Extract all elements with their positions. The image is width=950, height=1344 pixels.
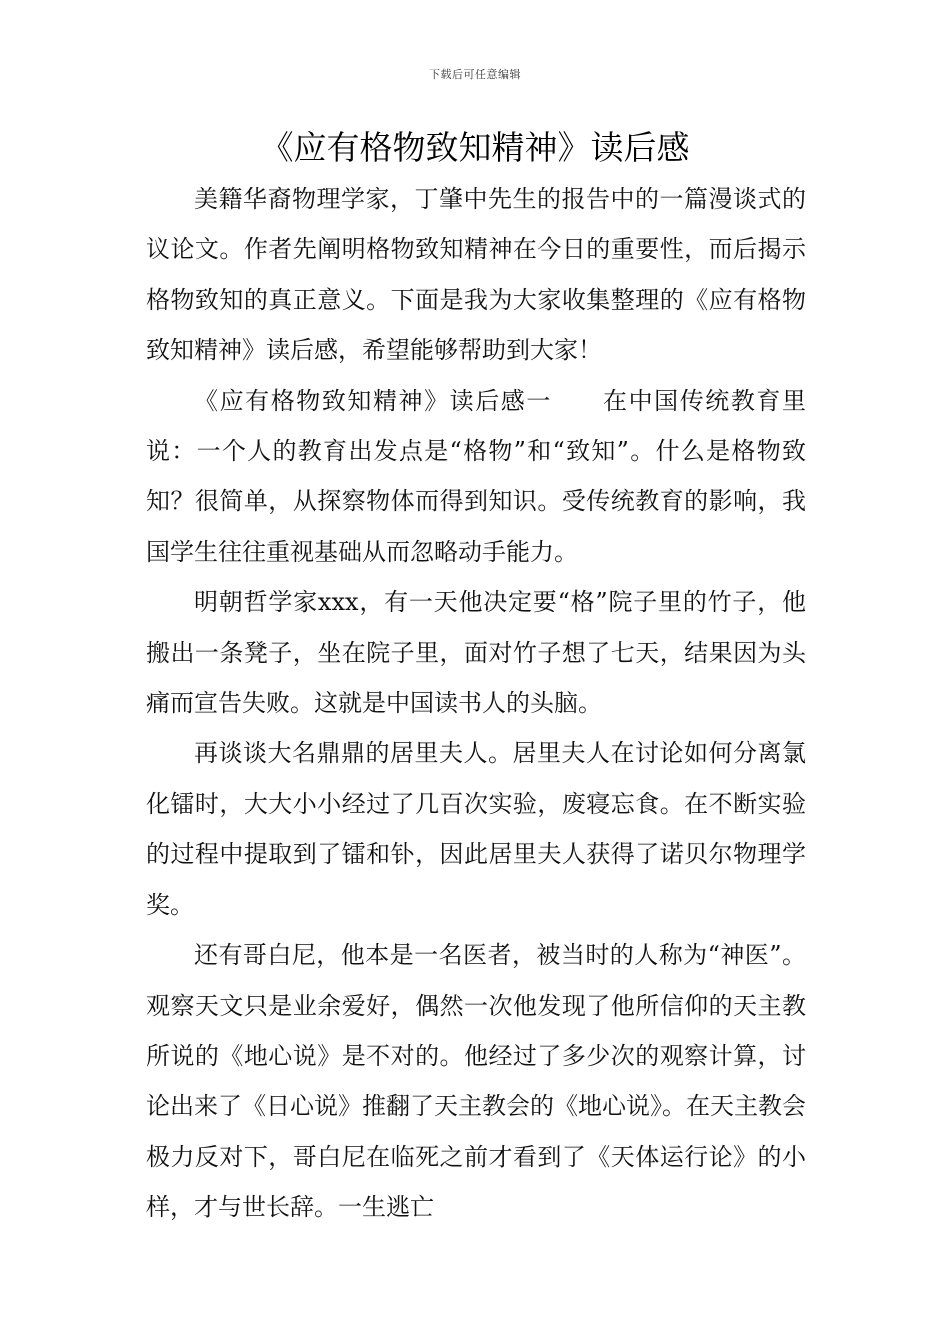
paragraph-reflection-one: 《应有格物致知精神》读后感一 在中国传统教育里说：一个人的教育出发点是“格物”和“致知”。什么是格物致知？很简单，从探察物体而得到知识。受传统教育的影响，我国学生往往重视基础从而忽略动手能力。: [146, 386, 806, 566]
header-note: 下载后可任意编辑: [429, 68, 521, 81]
paragraph-curie: 再谈谈大名鼎鼎的居里夫人。居里夫人在讨论如何分离氯化镭时，大大小小经过了几百次实验，废寝忘食。在不断实验的过程中提取到了镭和钋，因此居里夫人获得了诺贝尔物理学奖。: [146, 739, 806, 919]
document-body: [146, 174, 806, 1233]
paragraph-copernicus: 还有哥白尼，他本是一名医者，被当时的人称为“神医”。观察天文只是业余爱好，偶然一次他发现了他所信仰的天主教所说的《地心说》是不对的。他经过了多少次的观察计算，讨论出来了《日心说》推翻了天主教会的《地心说》。在天主教会极力反对下，哥白尼在临死之前才看到了《天体运行论》的小样，才与世长辞。一生逃亡: [146, 941, 806, 1222]
paragraph-intro: 美籍华裔物理学家，丁肇中先生的报告中的一篇漫谈式的议论文。作者先阐明格物致知精神在今日的重要性，而后揭示格物致知的真正意义。下面是我为大家收集整理的《应有格物致知精神》读后感，希望能够帮助到大家！: [146, 185, 806, 365]
document-title: 《应有格物致知精神》读后感: [260, 128, 690, 167]
paragraph-philosopher: 明朝哲学家xxx，有一天他决定要“格”院子里的竹子，他搬出一条凳子，坐在院子里，面对竹子想了七天，结果因为头痛而宣告失败。这就是中国读书人的头脑。: [146, 588, 806, 718]
